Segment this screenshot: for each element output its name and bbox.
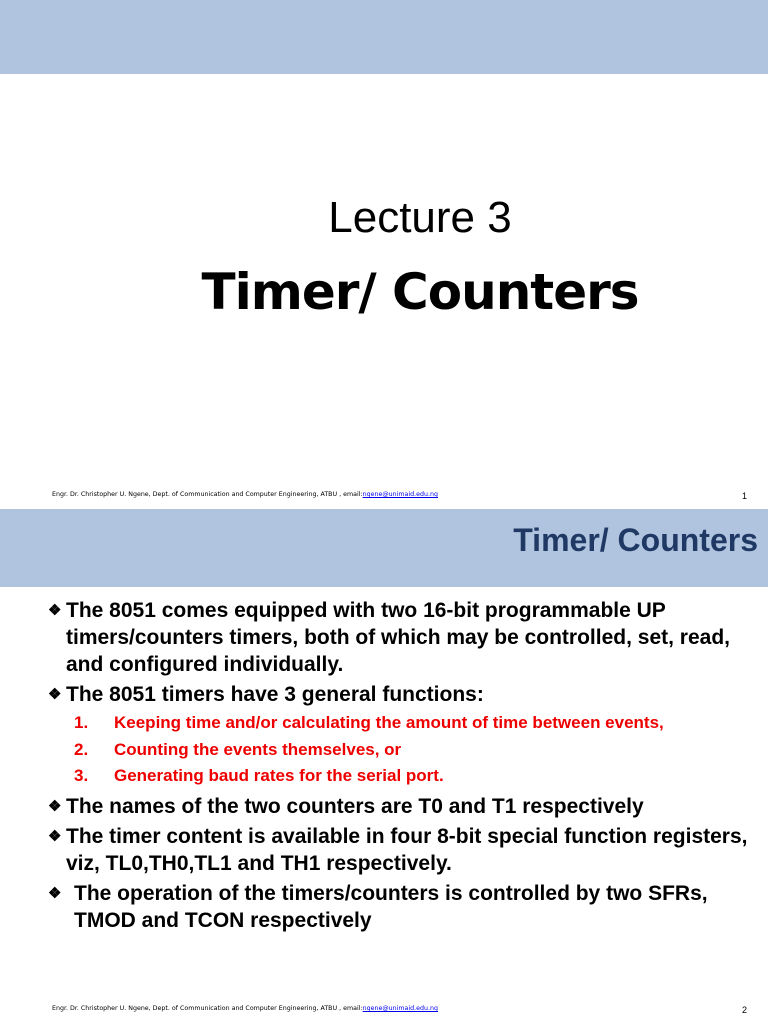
numbered-item bbox=[74, 710, 766, 737]
item-text: Counting the events themselves, or bbox=[114, 739, 402, 759]
bullet-text: The 8051 timers have 3 general functions: bbox=[66, 683, 484, 706]
bullet-item bbox=[48, 880, 766, 934]
numbered-list bbox=[74, 710, 766, 790]
footer-email-link[interactable]: ngene@unimaid.edu.ng bbox=[362, 1005, 438, 1012]
bullet-item bbox=[48, 597, 766, 678]
diamond-bullet-icon: ❖ bbox=[48, 797, 62, 815]
bullet-text: The names of the two counters are T0 and T1 respectively bbox=[66, 794, 644, 818]
bullet-text: The 8051 comes equipped with two 16-bit programmable UP timers/counters timers, both of which may be controlled, set, read, and configured individually. bbox=[66, 599, 730, 676]
bullet-text: The operation of the timers/counters is controlled by two SFRs, TMOD and TCON respectively bbox=[74, 881, 708, 932]
slide-title: Timer/ Counters bbox=[201, 263, 639, 321]
diamond-bullet-icon: ❖ bbox=[48, 884, 62, 902]
item-text: Keeping time and/or calculating the amount of time between events, bbox=[114, 713, 664, 732]
footer-text: Engr. Dr. Christopher U. Ngene, Dept. of Communication and Computer Engineering, ATBU , email: bbox=[52, 491, 363, 498]
slide-2 bbox=[0, 509, 768, 1024]
footer-email-link[interactable]: ngene@unimaid.edu.ng bbox=[362, 491, 438, 498]
bullet-list bbox=[48, 597, 766, 937]
diamond-bullet-icon: ❖ bbox=[48, 686, 62, 703]
diamond-bullet-icon: ❖ bbox=[48, 827, 62, 845]
numbered-item bbox=[74, 763, 766, 790]
numbered-item bbox=[74, 737, 766, 764]
slide-footer bbox=[52, 491, 438, 499]
item-text: Generating baud rates for the serial port. bbox=[114, 766, 444, 785]
footer-text: Engr. Dr. Christopher U. Ngene, Dept. of Communication and Computer Engineering, ATBU , email: bbox=[52, 1005, 363, 1012]
lecture-number: Lecture 3 bbox=[328, 193, 512, 242]
header-band bbox=[0, 0, 768, 74]
bullet-text: The timer content is available in four 8-bit special function registers, viz, TL0,TH0,TL1 and TH1 respectively. bbox=[66, 824, 748, 875]
bullet-item bbox=[48, 823, 766, 877]
item-number: 1. bbox=[74, 713, 89, 732]
bullet-item bbox=[48, 793, 766, 820]
diamond-bullet-icon: ❖ bbox=[48, 602, 62, 619]
slide-1 bbox=[0, 0, 768, 509]
slide-title: Timer/ Counters bbox=[513, 522, 758, 558]
page-number: 1 bbox=[742, 491, 748, 501]
item-number: 3. bbox=[74, 766, 89, 785]
slide-footer bbox=[52, 1005, 438, 1013]
page-number: 2 bbox=[742, 1005, 748, 1015]
item-number: 2. bbox=[74, 739, 89, 759]
bullet-item bbox=[48, 681, 766, 708]
